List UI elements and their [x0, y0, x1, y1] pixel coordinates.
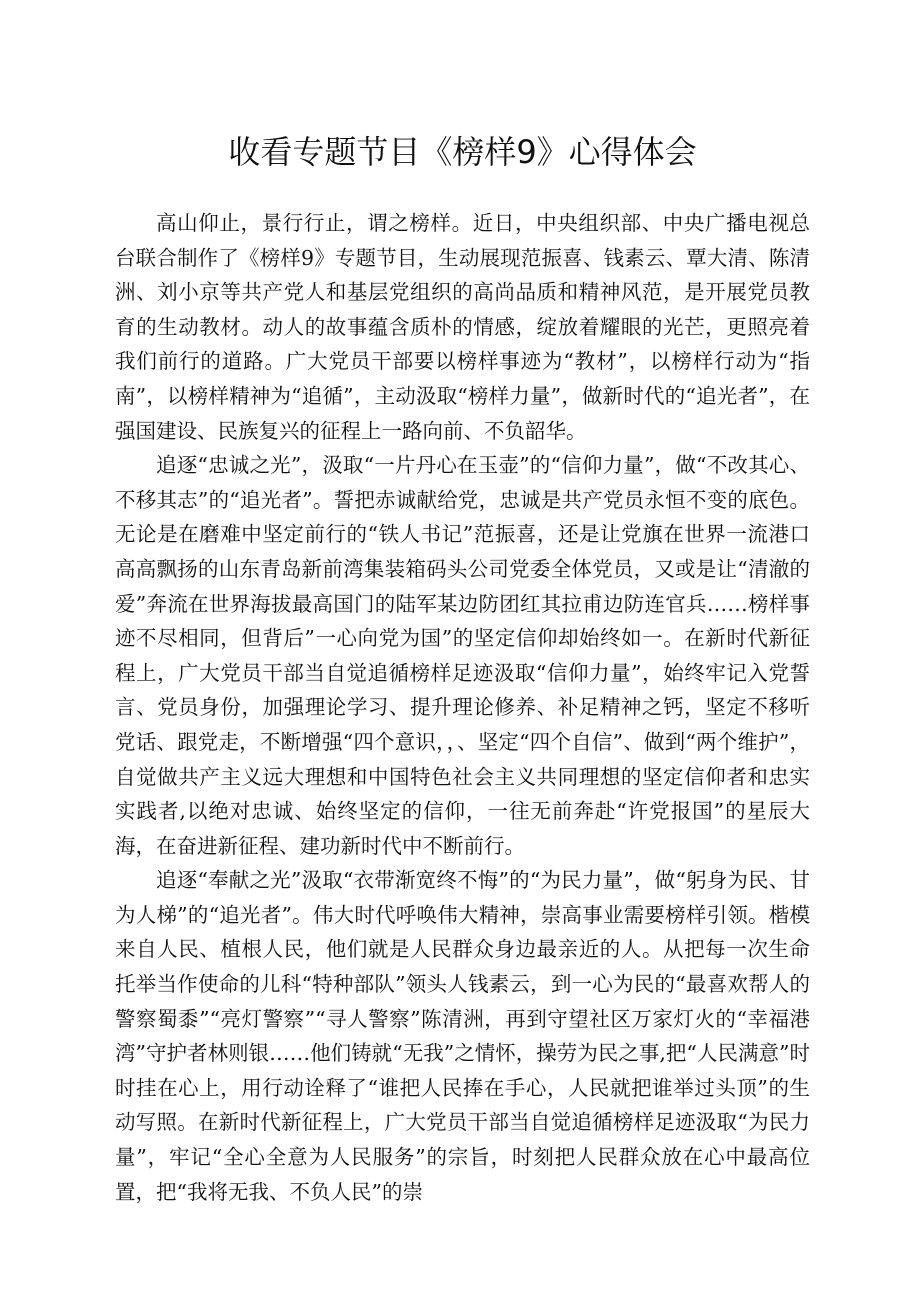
paragraph-intro: 高山仰止，景行行止，谓之榜样。近日，中央组织部、中央广播电视总台联合制作了《榜样9》专题节目，生动展现范振喜、钱素云、覃大清、陈清洲、刘小京等共产党人和基层党组织的高尚品质和精神风范，是开展党员教育的生动教材。动人的故事蕴含质朴的情感，绽放着耀眼的光芒，更照亮着我们前行的道路。广大党员干部要以榜样事迹为“教材”，以榜样行动为“指南”，以榜样精神为“追循”，主动汲取“榜样力量”，做新时代的“追光者”，在强国建设、民族复兴的征程上一路向前、不负韶华。 — [115, 211, 810, 443]
paragraph-dedication: 追逐“奉献之光”汲取“衣带渐宽终不悔”的“为民力量”，做“躬身为民、甘为人梯”的“追光者”。伟大时代呼唤伟大精神，崇高事业需要榜样引领。楷模来自人民、植根人民，他们就是人民群众身边最亲近的人。从把每一次生命托举当作使命的儿科“特种部队”领头人钱素云，到一心为民的“最喜欢帮人的警察蜀黍”“亮灯警察”“寻人警察”陈清洲，再到守望社区万家灯火的“幸福港湾”守护者林则银……他们铸就“无我”之情怀，操劳为民之事,把“人民满意”时时挂在心上，用行动诠释了“谁把人民捧在手心，人民就把谁举过头顶”的生动写照。在新时代新征程上，广大党员干部当自觉追循榜样足迹汲取“为民力量”，牢记“全心全意为人民服务”的宗旨，时刻把人民群众放在心中最高位置，把“我将无我、不负人民”的崇 — [115, 868, 810, 1204]
document-body — [115, 206, 810, 1209]
document-title: 收看专题节目《榜样9》心得体会 — [228, 133, 697, 171]
paragraph-loyalty: 追逐“忠诚之光”，汲取“一片丹心在玉壶”的“信仰力量”，做“不改其心、不移其志”的“追光者”。誓把赤诚献给党，忠诚是共产党员永恒不变的底色。无论是在磨难中坚定前行的“铁人书记”范振喜，还是让党旗在世界一流港口高高飘扬的山东青岛新前湾集装箱码头公司党委全体党员，又或是让“清澈的爱”奔流在世界海拔最高国门的陆军某边防团红其拉甫边防连官兵……榜样事迹不尽相同，但背后”一心向党为国”的坚定信仰却始终如一。在新时代新征程上，广大党员干部当自觉追循榜样足迹汲取“信仰力量”，始终牢记入党誓言、党员身份，加强理论学习、提升理论修养、补足精神之钙，坚定不移听党话、跟党走，不断增强“四个意识，，、坚定“四个自信”、做到“两个维护”，自觉做共产主义远大理想和中国特色社会主义共同理想的坚定信仰者和忠实实践者,以绝对忠诚、始终坚定的信仰，一往无前奔赴“许党报国”的星辰大海，在奋进新征程、建功新时代中不断前行。 — [115, 453, 810, 858]
